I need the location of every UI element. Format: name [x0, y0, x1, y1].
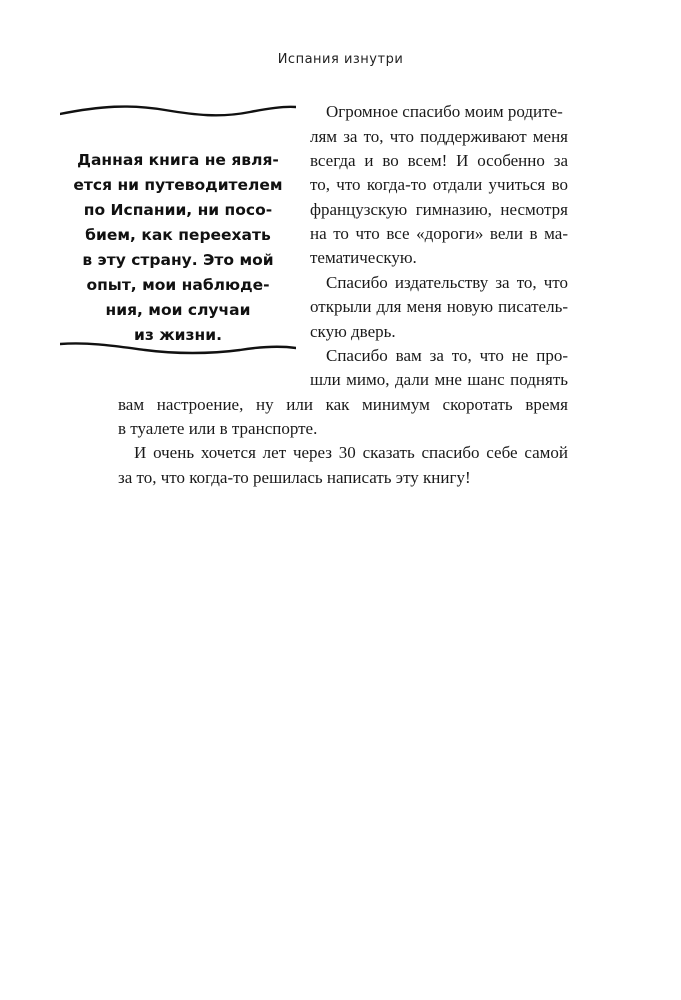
pull-quote-line: ется ни путеводителем	[73, 176, 283, 194]
text-line: скую дверь.	[310, 322, 396, 341]
text-line: Спасибо вам за то, что не про-	[326, 346, 568, 365]
text-line: тематическую.	[310, 248, 417, 267]
text-line: французскую гимназию, несмотря	[310, 200, 568, 219]
text-line: Огромное спасибо моим родите-	[326, 102, 563, 121]
pull-quote-line: бием, как переехать	[85, 226, 271, 244]
text-line: в туалете или в транспорте.	[118, 419, 318, 438]
pull-quote	[60, 100, 296, 360]
text-line: вам настроение, ну или как минимум скоротать время	[118, 395, 568, 414]
text-line: Спасибо издательству за то, что	[326, 273, 568, 292]
pull-quote-line: опыт, мои наблюде-	[86, 276, 270, 294]
pull-quote-line: Данная книга не явля-	[77, 151, 279, 169]
text-line: то, что когда-то отдали учиться во	[310, 175, 568, 194]
pull-quote-line: по Испании, ни посо-	[83, 201, 273, 219]
pull-quote-line: ния, мои случаи	[105, 301, 251, 319]
pull-quote-line: в эту страну. Это мой	[82, 251, 274, 269]
text-line: И очень хочется лет через 30 сказать спасибо себе самой	[134, 443, 568, 462]
running-title: Испания изнутри	[277, 52, 404, 67]
text-line: шли мимо, дали мне шанс поднять	[310, 370, 568, 389]
text-line: за то, что когда-то решилась написать эту книгу!	[118, 468, 471, 487]
wavy-divider-top	[60, 100, 296, 124]
wavy-divider-bottom	[60, 336, 296, 360]
text-line: лям за то, что поддерживают меня	[310, 127, 568, 146]
text-line: открыли для меня новую писатель-	[310, 297, 568, 316]
pull-quote-line: из жизни.	[133, 326, 222, 344]
text-line: всегда и во всем! И особенно за	[310, 151, 568, 170]
text-line: на то что все «дороги» вели в ма-	[310, 224, 568, 243]
pull-quote-text	[60, 148, 296, 348]
